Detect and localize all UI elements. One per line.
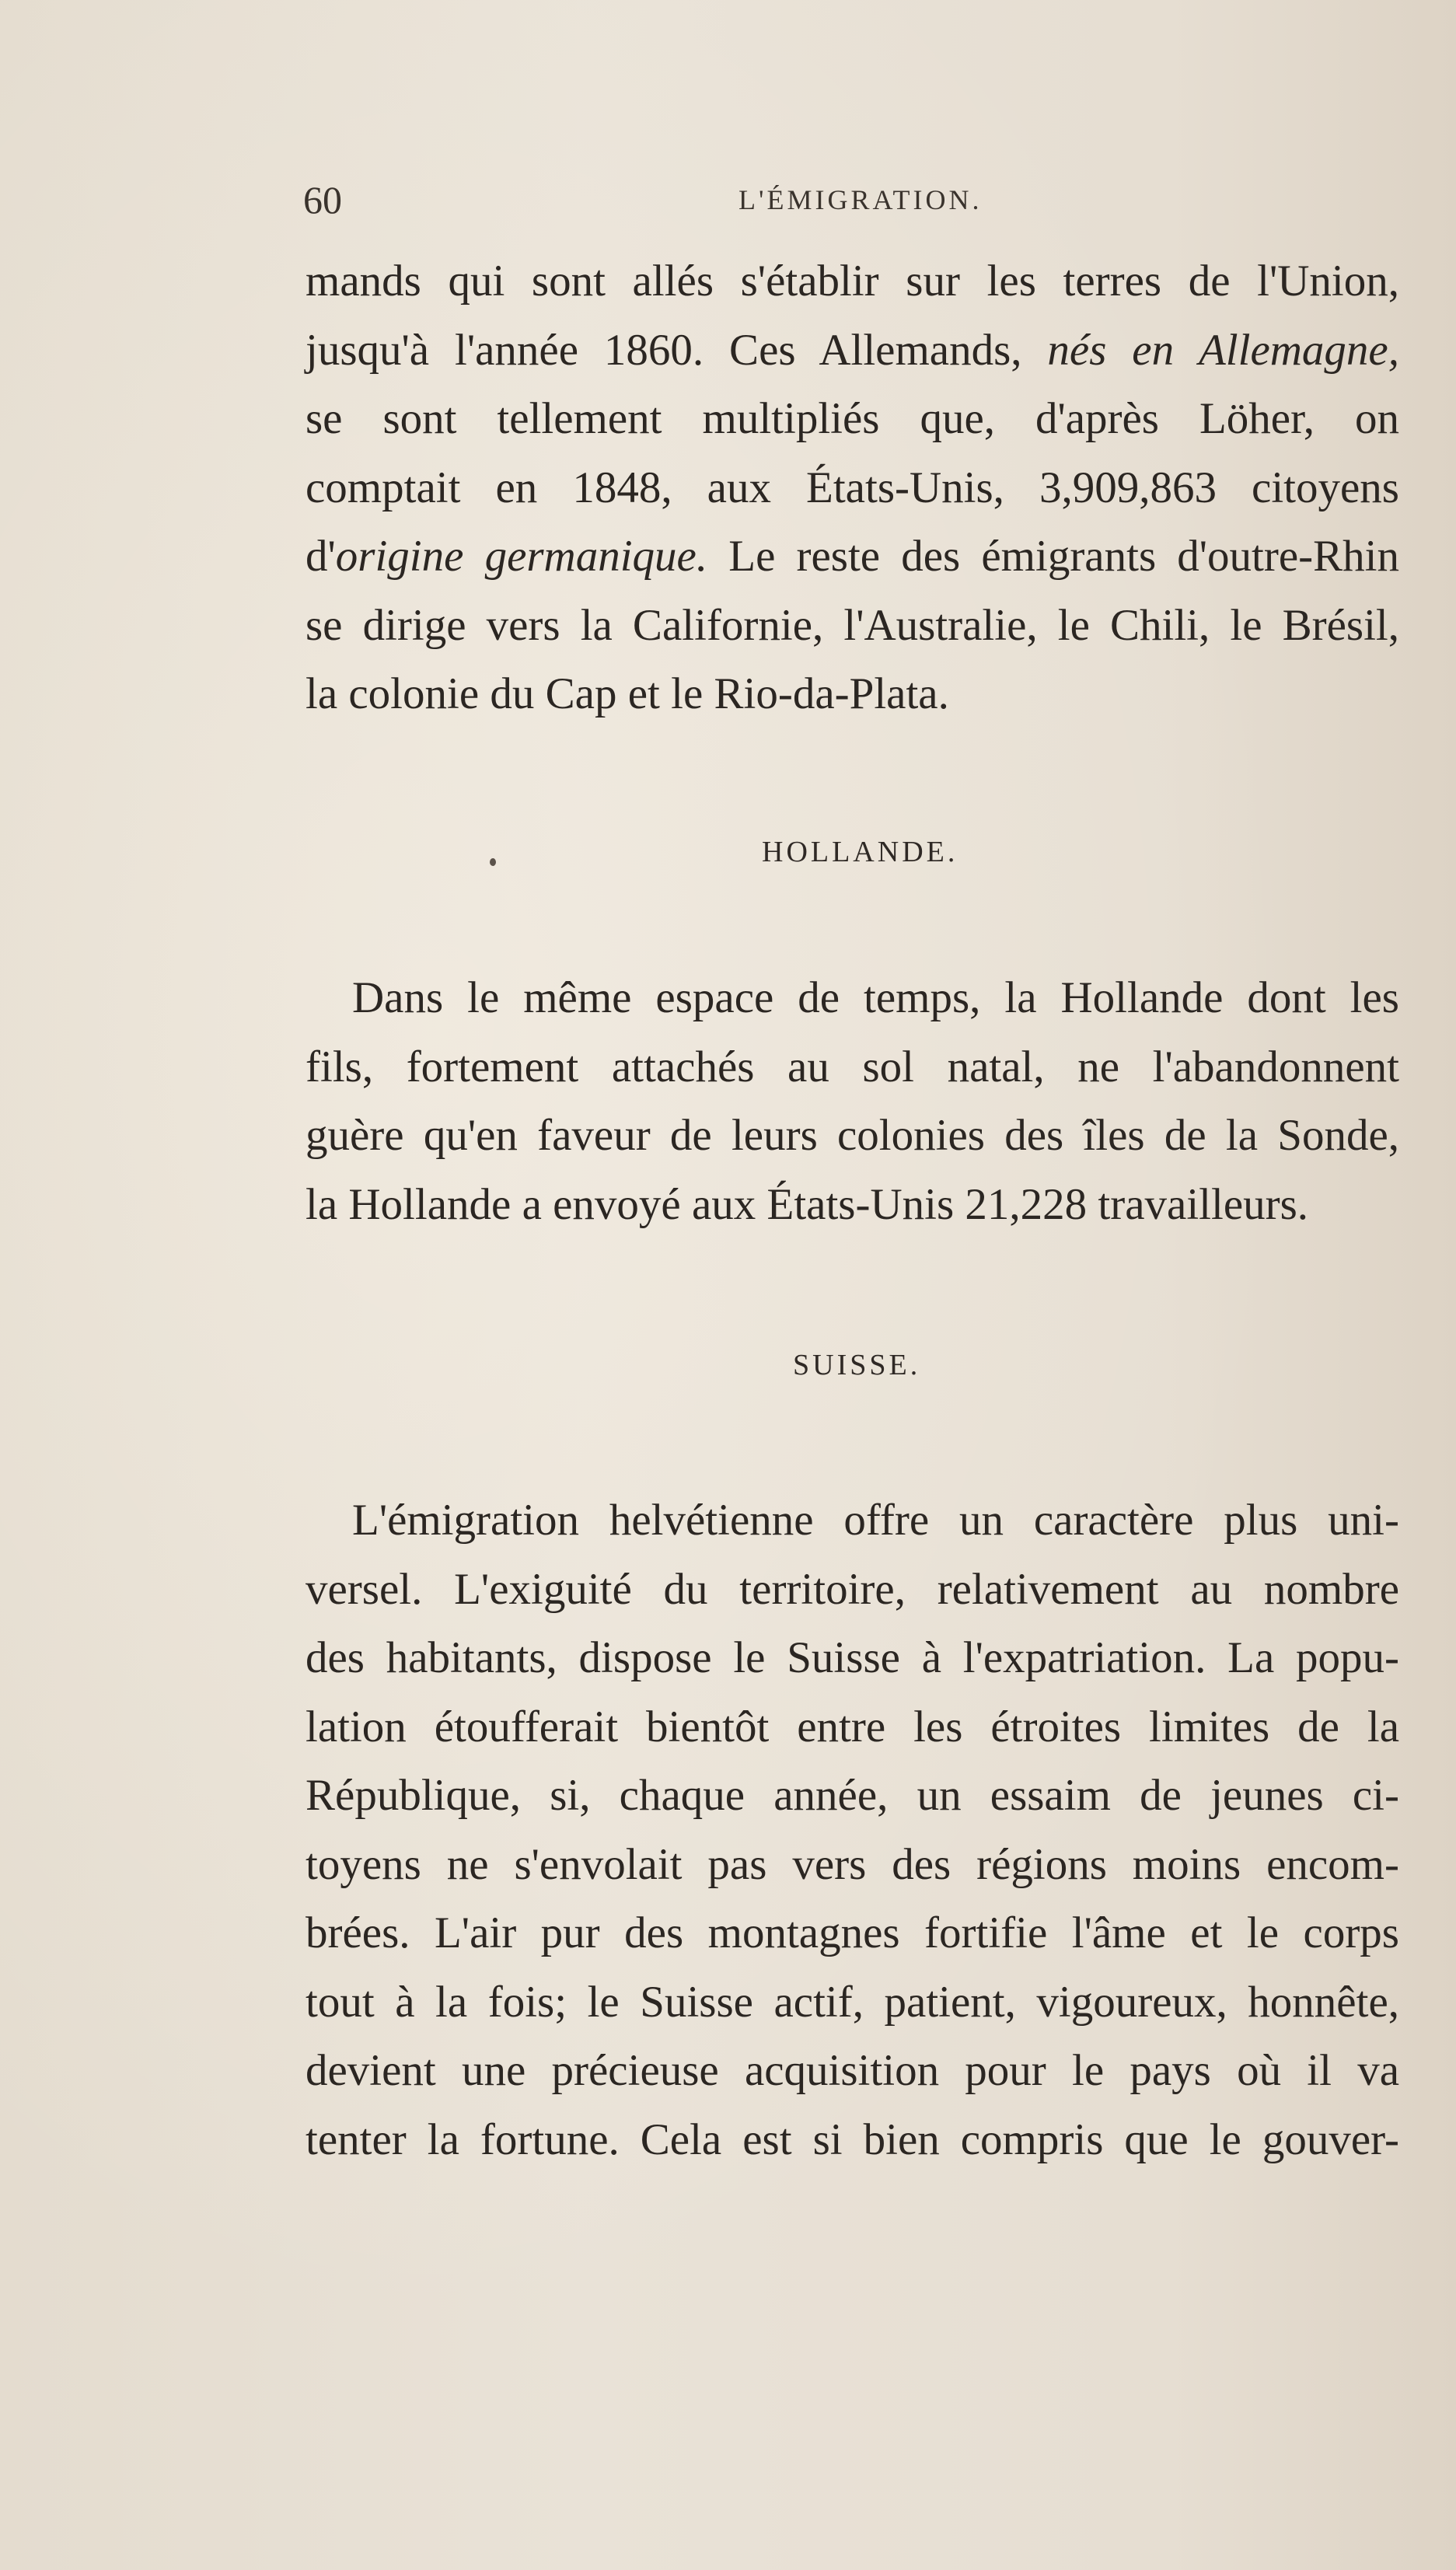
text-line: mands qui sont allés s'établir sur les terres de l'Union, (306, 257, 1399, 306)
paragraph-suisse (306, 1486, 1399, 2174)
section-heading-suisse: SUISSE. (793, 1349, 921, 1381)
text-line: tenter la fortune. Cela est si bien compris que le gouver- (306, 2114, 1399, 2164)
text-line: la Hollande a envoyé aux États-Unis 21,228 travailleurs. (306, 1179, 1309, 1229)
text-line: se dirige vers la Californie, l'Australie, le Chili, le Brésil, (306, 600, 1399, 650)
text-line: fils, fortement attachés au sol natal, ne l'abandonnent (306, 1042, 1399, 1091)
text-line: guère qu'en faveur de leurs colonies des îles de la Sonde, (306, 1111, 1399, 1160)
paragraph-germany-continued (306, 247, 1399, 729)
text-line: se sont tellement multipliés que, d'après Löher, on (306, 394, 1399, 443)
text-line: la colonie du Cap et le Rio-da-Plata. (306, 669, 949, 718)
text-line: des habitants, dispose le Suisse à l'expatriation. La popu- (306, 1633, 1399, 1682)
text-line: L'émigration helvétienne offre un caractère plus uni- (352, 1496, 1399, 1545)
page-number: 60 (303, 178, 342, 222)
page-header (303, 173, 1399, 227)
text-line: d'origine germanique. Le reste des émigrants d'outre-Rhin (306, 532, 1399, 581)
italic-phrase: origine germanique. (335, 532, 708, 581)
text-line: tout à la fois; le Suisse actif, patient, vigoureux, honnête, (306, 1977, 1399, 2027)
text-line: jusqu'à l'année 1860. Ces Allemands, nés en Allemagne, (306, 325, 1399, 375)
text-line: comptait en 1848, aux États-Unis, 3,909,863 citoyens (306, 463, 1399, 512)
section-heading-hollande: HOLLANDE. (762, 836, 958, 868)
text-line: devient une précieuse acquisition pour le pays où il va (306, 2046, 1399, 2095)
text-line: brées. L'air pur des montagnes fortifie l'âme et le corps (306, 1908, 1399, 1957)
italic-phrase: nés en Allemagne, (1047, 325, 1399, 375)
text-line: lation étoufferait bientôt entre les étroites limites de la (306, 1702, 1399, 1751)
running-title: L'ÉMIGRATION. (738, 184, 983, 215)
text-line: République, si, chaque année, un essaim de jeunes ci- (306, 1771, 1399, 1820)
margin-mark (490, 858, 496, 866)
text-line: Dans le même espace de temps, la Hollande dont les (352, 973, 1399, 1022)
text-line: toyens ne s'envolait pas vers des régions moins encom- (306, 1839, 1399, 1889)
text-line: versel. L'exiguité du territoire, relativement au nombre (306, 1564, 1399, 1614)
paragraph-hollande (306, 964, 1399, 1239)
